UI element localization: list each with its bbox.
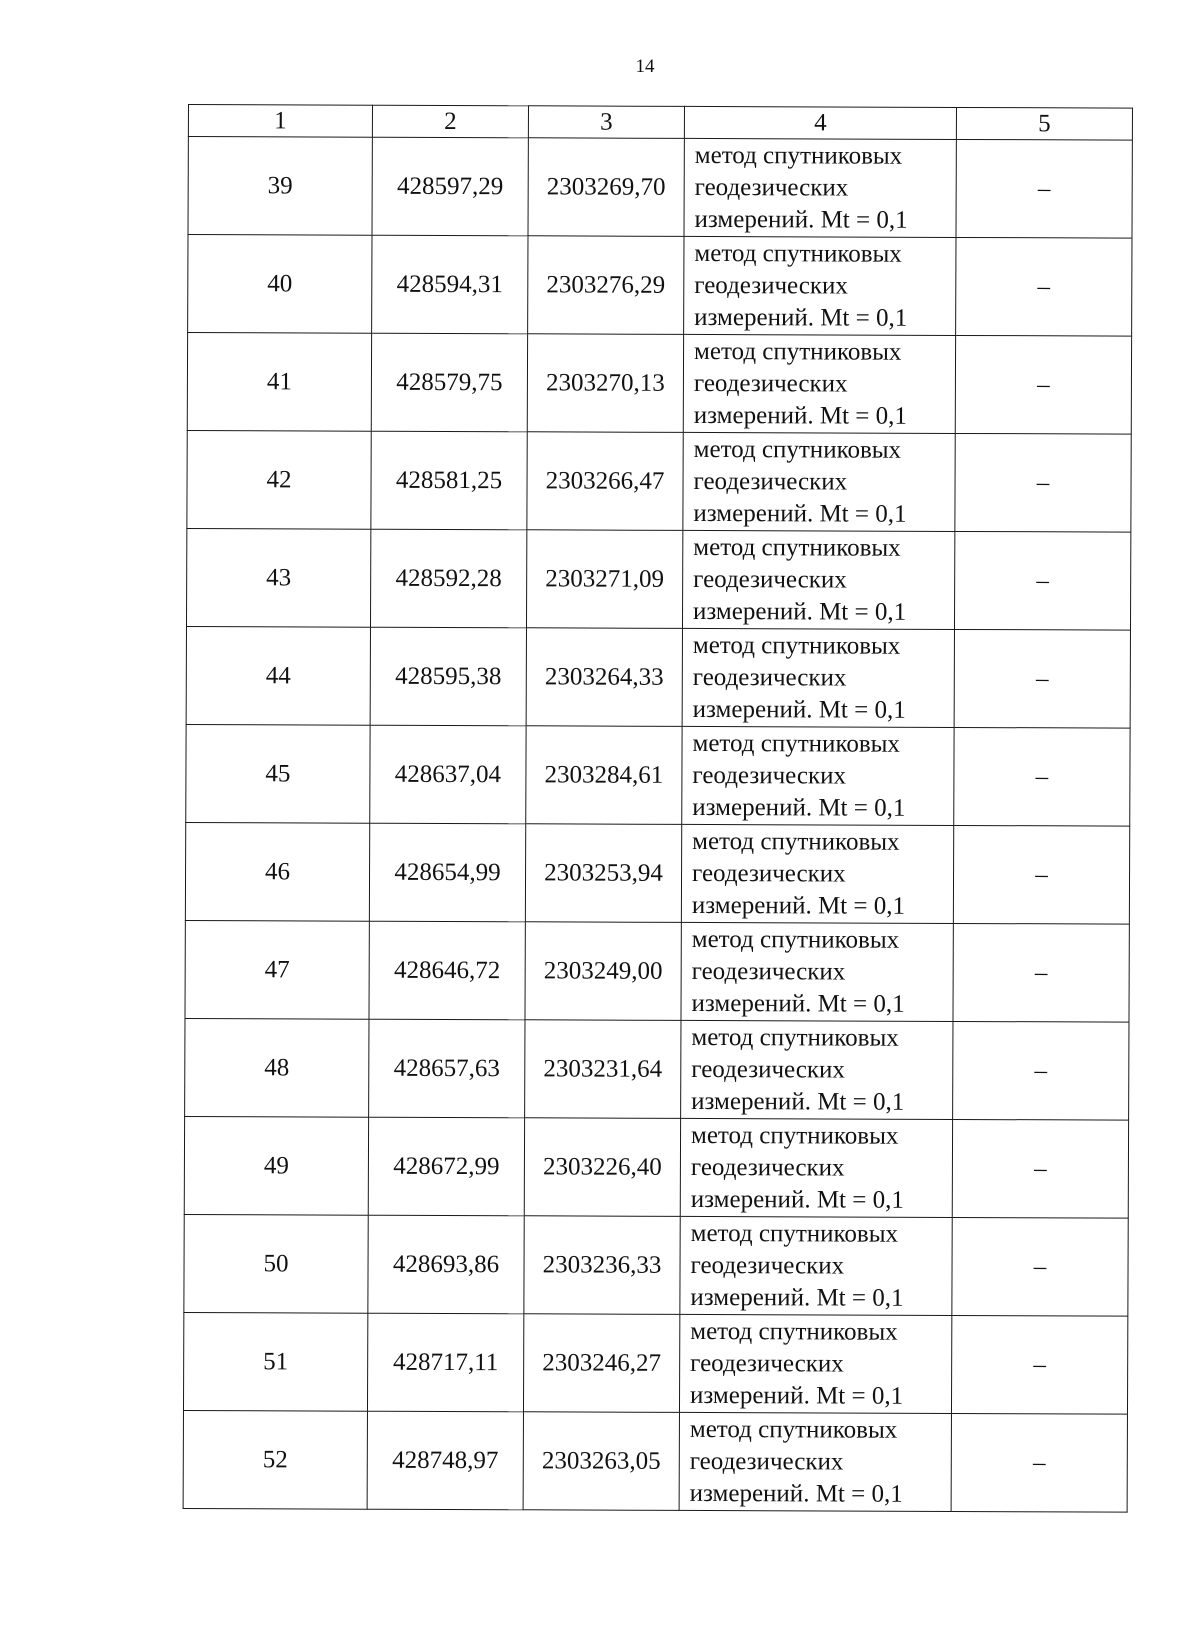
x-coordinate-cell: 428717,11: [367, 1313, 523, 1412]
method-cell: [681, 1020, 953, 1119]
method-line: измерений. Mt = 0,1: [693, 401, 907, 430]
point-number-cell: 46: [185, 822, 369, 921]
y-coordinate-cell: 2303246,27: [523, 1314, 679, 1413]
method-line: метод спутниковых: [693, 533, 901, 562]
table-row: [183, 1312, 1127, 1414]
method-line: метод спутниковых: [694, 141, 903, 170]
note-cell: –: [956, 139, 1132, 238]
method-cell: [681, 824, 953, 923]
note-cell: –: [951, 1315, 1127, 1414]
method-line: измерений. Mt = 0,1: [691, 891, 906, 920]
header-col-3: 3: [528, 106, 684, 139]
x-coordinate-cell: 428595,38: [370, 627, 526, 726]
method-cell: [684, 236, 956, 335]
x-coordinate-cell: 428646,72: [369, 921, 525, 1020]
x-coordinate-cell: 428693,86: [368, 1215, 524, 1314]
header-col-5: 5: [956, 107, 1132, 140]
coordinates-table: [183, 104, 1133, 1513]
note-cell: –: [955, 335, 1131, 434]
table-header: [188, 105, 1132, 141]
note-cell: –: [953, 923, 1129, 1022]
page-number: 14: [635, 56, 655, 77]
note-cell: –: [952, 1217, 1128, 1316]
method-line: геодезических: [693, 565, 847, 594]
method-line: метод спутниковых: [694, 239, 902, 268]
method-line: метод спутниковых: [692, 827, 900, 856]
note-cell: –: [954, 727, 1130, 826]
note-cell: –: [951, 1413, 1127, 1512]
y-coordinate-cell: 2303264,33: [526, 628, 682, 727]
method-line: измерений. Mt = 0,1: [691, 1087, 905, 1116]
x-coordinate-cell: 428637,04: [370, 725, 526, 824]
table-row: [185, 920, 1129, 1022]
point-number-cell: 44: [186, 626, 370, 725]
method-line: геодезических: [690, 1153, 845, 1182]
method-cell: [683, 334, 955, 433]
point-number-cell: 49: [184, 1116, 368, 1215]
y-coordinate-cell: 2303249,00: [525, 922, 681, 1021]
method-cell: [681, 922, 953, 1021]
y-coordinate-cell: 2303226,40: [524, 1118, 680, 1217]
method-line: геодезических: [693, 369, 848, 398]
y-coordinate-cell: 2303284,61: [526, 726, 682, 825]
point-number-cell: 39: [188, 137, 372, 236]
method-line: метод спутниковых: [692, 631, 901, 660]
y-coordinate-cell: 2303253,94: [525, 824, 681, 923]
x-coordinate-cell: 428581,25: [371, 431, 527, 530]
method-line: метод спутниковых: [691, 925, 900, 954]
point-number-cell: 47: [185, 920, 369, 1019]
method-line: измерений. Mt = 0,1: [692, 695, 906, 724]
method-line: измерений. Mt = 0,1: [689, 1381, 904, 1410]
method-line: метод спутниковых: [691, 1023, 899, 1052]
method-line: измерений. Mt = 0,1: [694, 303, 908, 332]
y-coordinate-cell: 2303276,29: [528, 236, 684, 335]
table-row: [183, 1410, 1127, 1512]
method-line: метод спутниковых: [692, 729, 901, 758]
method-line: геодезических: [689, 1447, 844, 1476]
table-row: [186, 528, 1130, 630]
table-row: [187, 430, 1131, 532]
y-coordinate-cell: 2303236,33: [524, 1216, 680, 1315]
x-coordinate-cell: 428672,99: [368, 1117, 524, 1216]
method-line: метод спутниковых: [689, 1415, 898, 1444]
method-line: метод спутниковых: [690, 1121, 899, 1150]
table-row: [188, 235, 1132, 337]
method-line: геодезических: [690, 1251, 845, 1280]
method-line: измерений. Mt = 0,1: [689, 1479, 903, 1508]
note-cell: –: [955, 433, 1131, 532]
note-cell: –: [953, 1021, 1129, 1120]
point-number-cell: 51: [183, 1312, 367, 1411]
note-cell: –: [956, 237, 1132, 336]
note-cell: –: [954, 531, 1130, 630]
x-coordinate-cell: 428654,99: [369, 823, 525, 922]
header-col-4: 4: [684, 106, 956, 139]
point-number-cell: 40: [188, 235, 372, 334]
method-cell: [680, 1118, 952, 1217]
method-line: геодезических: [691, 957, 846, 986]
y-coordinate-cell: 2303270,13: [527, 334, 683, 433]
y-coordinate-cell: 2303231,64: [525, 1020, 681, 1119]
method-cell: [683, 432, 955, 531]
method-line: геодезических: [691, 859, 846, 888]
x-coordinate-cell: 428657,63: [369, 1019, 525, 1118]
method-line: измерений. Mt = 0,1: [693, 597, 907, 626]
point-number-cell: 41: [187, 333, 371, 432]
table-row: [184, 1214, 1128, 1316]
method-line: метод спутниковых: [690, 1219, 899, 1248]
method-cell: [682, 726, 954, 825]
method-line: геодезических: [691, 1055, 845, 1084]
method-line: измерений. Mt = 0,1: [691, 989, 905, 1018]
method-cell: [684, 138, 956, 237]
method-line: метод спутниковых: [690, 1317, 898, 1346]
x-coordinate-cell: 428579,75: [371, 333, 527, 432]
method-cell: [682, 530, 954, 629]
note-cell: –: [952, 1119, 1128, 1218]
table-row: [185, 1018, 1129, 1120]
y-coordinate-cell: 2303271,09: [526, 530, 682, 629]
table-row: [187, 333, 1131, 435]
note-cell: –: [954, 629, 1130, 728]
x-coordinate-cell: 428594,31: [372, 235, 528, 334]
point-number-cell: 42: [187, 430, 371, 529]
table-body: [183, 137, 1132, 1513]
method-line: геодезических: [690, 1349, 844, 1378]
point-number-cell: 50: [184, 1214, 368, 1313]
method-line: измерений. Mt = 0,1: [693, 499, 907, 528]
table-row: [186, 626, 1130, 728]
point-number-cell: 43: [186, 528, 370, 627]
header-col-1: 1: [188, 105, 372, 138]
method-cell: [679, 1314, 951, 1413]
y-coordinate-cell: 2303266,47: [527, 432, 683, 531]
header-row: [188, 105, 1132, 141]
x-coordinate-cell: 428592,28: [370, 529, 526, 628]
method-line: измерений. Mt = 0,1: [690, 1185, 904, 1214]
header-col-2: 2: [372, 105, 528, 138]
y-coordinate-cell: 2303263,05: [523, 1412, 679, 1511]
point-number-cell: 52: [183, 1410, 367, 1509]
x-coordinate-cell: 428597,29: [372, 137, 528, 236]
y-coordinate-cell: 2303269,70: [528, 138, 684, 237]
table-row: [185, 822, 1129, 924]
table-row: [188, 137, 1132, 239]
point-number-cell: 45: [186, 724, 370, 823]
x-coordinate-cell: 428748,97: [367, 1411, 523, 1510]
method-line: измерений. Mt = 0,1: [690, 1283, 904, 1312]
method-line: метод спутниковых: [694, 337, 902, 366]
method-line: геодезических: [692, 663, 847, 692]
method-line: измерений. Mt = 0,1: [692, 793, 906, 822]
method-line: геодезических: [692, 761, 847, 790]
method-line: измерений. Mt = 0,1: [694, 205, 908, 234]
method-line: геодезических: [693, 467, 848, 496]
method-cell: [679, 1412, 951, 1511]
method-cell: [680, 1216, 952, 1315]
point-number-cell: 48: [185, 1018, 369, 1117]
table-row: [186, 724, 1130, 826]
method-line: геодезических: [694, 173, 849, 202]
table-row: [184, 1116, 1128, 1218]
note-cell: –: [953, 825, 1129, 924]
method-line: геодезических: [694, 271, 848, 300]
method-line: метод спутниковых: [693, 435, 902, 464]
method-cell: [682, 628, 954, 727]
